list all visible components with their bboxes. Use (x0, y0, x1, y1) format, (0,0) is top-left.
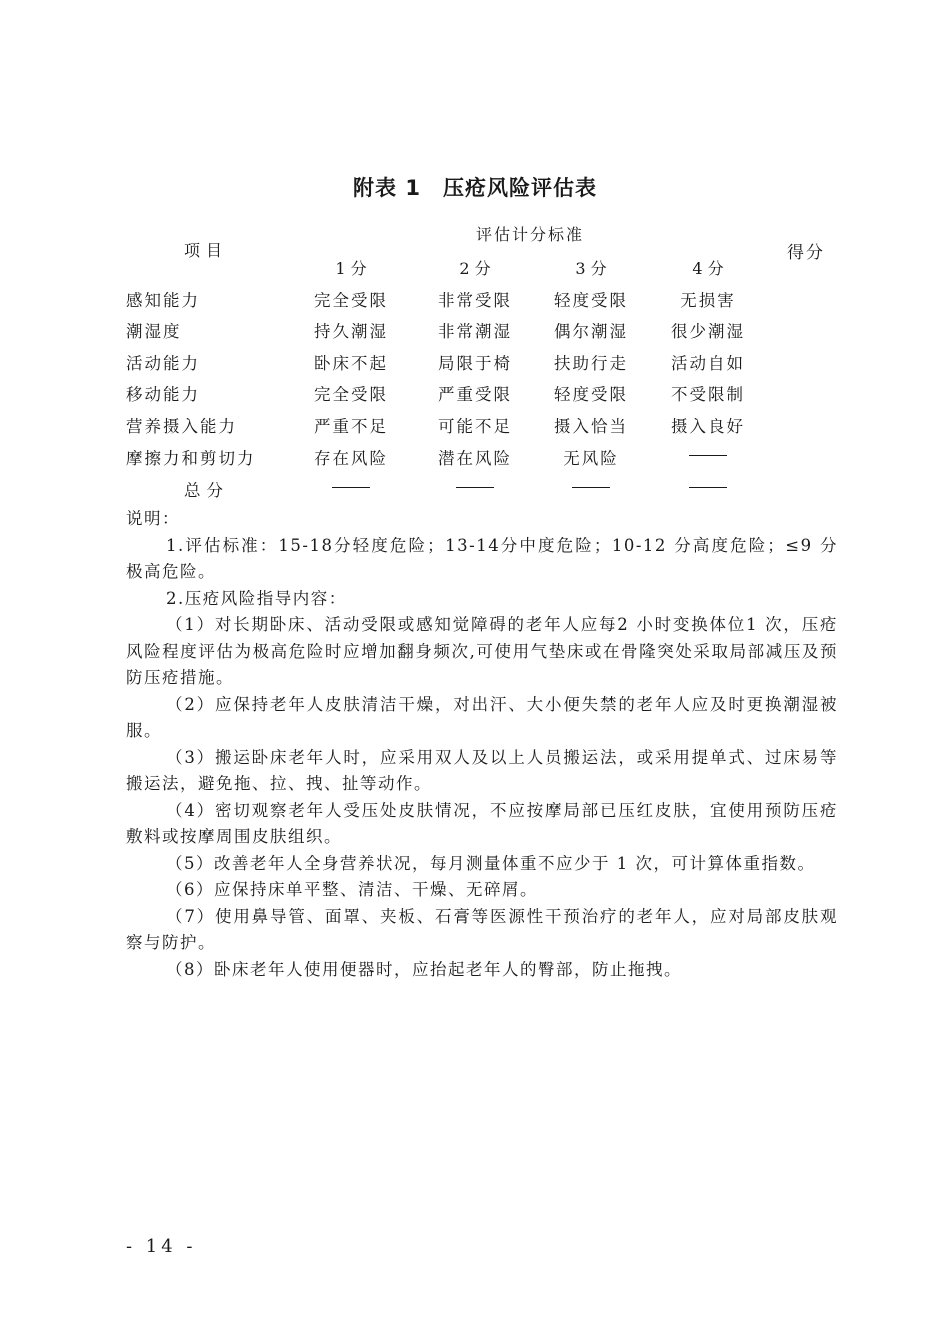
score-col-4: 4 分 (692, 259, 724, 278)
row-value-4: 不受限制 (671, 385, 745, 404)
row-value-1: 持久潮湿 (314, 322, 388, 341)
dash-line (456, 487, 494, 488)
total-label: 总分 (184, 481, 229, 500)
table-row (0, 287, 950, 319)
row-value-1: 完全受限 (314, 291, 388, 310)
empty-dash (291, 477, 411, 496)
item-header: 项目 (184, 241, 229, 260)
row-item: 摩擦力和剪切力 (126, 449, 256, 468)
row-value-3: 扶助行走 (554, 354, 628, 373)
criteria-header: 评估计分标准 (475, 225, 584, 244)
guide-item: （6）应保持床单平整、清洁、干燥、无碎屑。 (166, 880, 538, 899)
empty-dash (531, 477, 651, 496)
table-row (0, 445, 950, 477)
table-row (0, 350, 950, 382)
score-col-3: 3 分 (575, 259, 607, 278)
guide-item: （2）应保持老年人皮肤清洁干燥，对出汗、大小便失禁的老年人应及时更换潮湿被服。 (126, 694, 838, 740)
row-value-2: 潜在风险 (438, 449, 512, 468)
guide-item: （7）使用鼻导管、面罩、夹板、石膏等医源性干预治疗的老年人，应对局部皮肤观察与防护。 (126, 906, 838, 952)
page-title: 附表 1 压疮风险评估表 (353, 176, 597, 200)
row-value-1: 卧床不起 (314, 354, 388, 373)
row-item: 潮湿度 (126, 322, 182, 341)
row-value-4: 摄入良好 (671, 417, 745, 436)
row-value-2: 非常潮湿 (438, 322, 512, 341)
row-value-2: 严重受限 (438, 385, 512, 404)
row-item: 活动能力 (126, 354, 200, 373)
row-value-3: 偶尔潮湿 (554, 322, 628, 341)
row-value-4: 无损害 (680, 291, 736, 310)
row-value-2: 局限于椅 (438, 354, 512, 373)
row-value-4: 活动自如 (671, 354, 745, 373)
score-header: 得分 (787, 243, 825, 263)
dash-line (572, 487, 610, 488)
row-value-1: 严重不足 (314, 417, 388, 436)
empty-dash (415, 477, 535, 496)
row-item: 营养摄入能力 (126, 417, 237, 436)
guide-item: （8）卧床老年人使用便器时，应抬起老年人的臀部，防止拖拽。 (166, 959, 682, 979)
dash-line (332, 487, 370, 488)
guide-item: （5）改善老年人全身营养状况，每月测量体重不应少于 1 次，可计算体重指数。 (166, 853, 816, 873)
table-row-total (0, 477, 950, 509)
table-row (0, 381, 950, 413)
table-row (0, 413, 950, 445)
guide-heading: 2.压疮风险指导内容： (166, 588, 347, 608)
row-value-1: 存在风险 (314, 449, 388, 468)
guide-item: （4）密切观察老年人受压处皮肤情况，不应按摩局部已压红皮肤，宜使用预防压疮敷料或按摩周围皮肤组织。 (126, 800, 838, 846)
row-value-3: 摄入恰当 (554, 417, 628, 436)
guide-item: （1）对长期卧床、活动受限或感知觉障碍的老年人应每2 小时变换体位1 次，压疮风险程度评估为极高危险时应增加翻身频次,可使用气垫床或在骨隆突处采取局部减压及预防压疮措施。 (126, 615, 838, 687)
row-value-2: 非常受限 (438, 291, 512, 310)
criteria-paragraph: 1.评估标准：15-18分轻度危险；13-14分中度危险；10-12 分高度危险；≤9 分极高危险。 (126, 535, 838, 581)
page-number: - 14 - (126, 1236, 197, 1257)
row-item: 移动能力 (126, 385, 200, 404)
row-value-4: 很少潮湿 (671, 322, 745, 341)
row-value-3: 轻度受限 (554, 385, 628, 404)
notes-heading: 说明： (126, 509, 180, 528)
row-value-1: 完全受限 (314, 385, 388, 404)
guide-item: （3）搬运卧床老年人时，应采用双人及以上人员搬运法，或采用提单式、过床易等搬运法，避免拖、拉、拽、扯等动作。 (126, 747, 838, 793)
row-value-3: 无风险 (563, 449, 619, 468)
notes-section (126, 506, 838, 983)
row-value-2: 可能不足 (438, 417, 512, 436)
dash-line (689, 455, 727, 456)
row-value-3: 轻度受限 (554, 291, 628, 310)
empty-dash (648, 477, 768, 496)
row-item: 感知能力 (126, 291, 200, 310)
dash-line (689, 487, 727, 488)
score-col-2: 2 分 (459, 259, 491, 278)
table-row (0, 318, 950, 350)
score-col-1: 1 分 (335, 259, 367, 278)
empty-dash (648, 445, 768, 464)
